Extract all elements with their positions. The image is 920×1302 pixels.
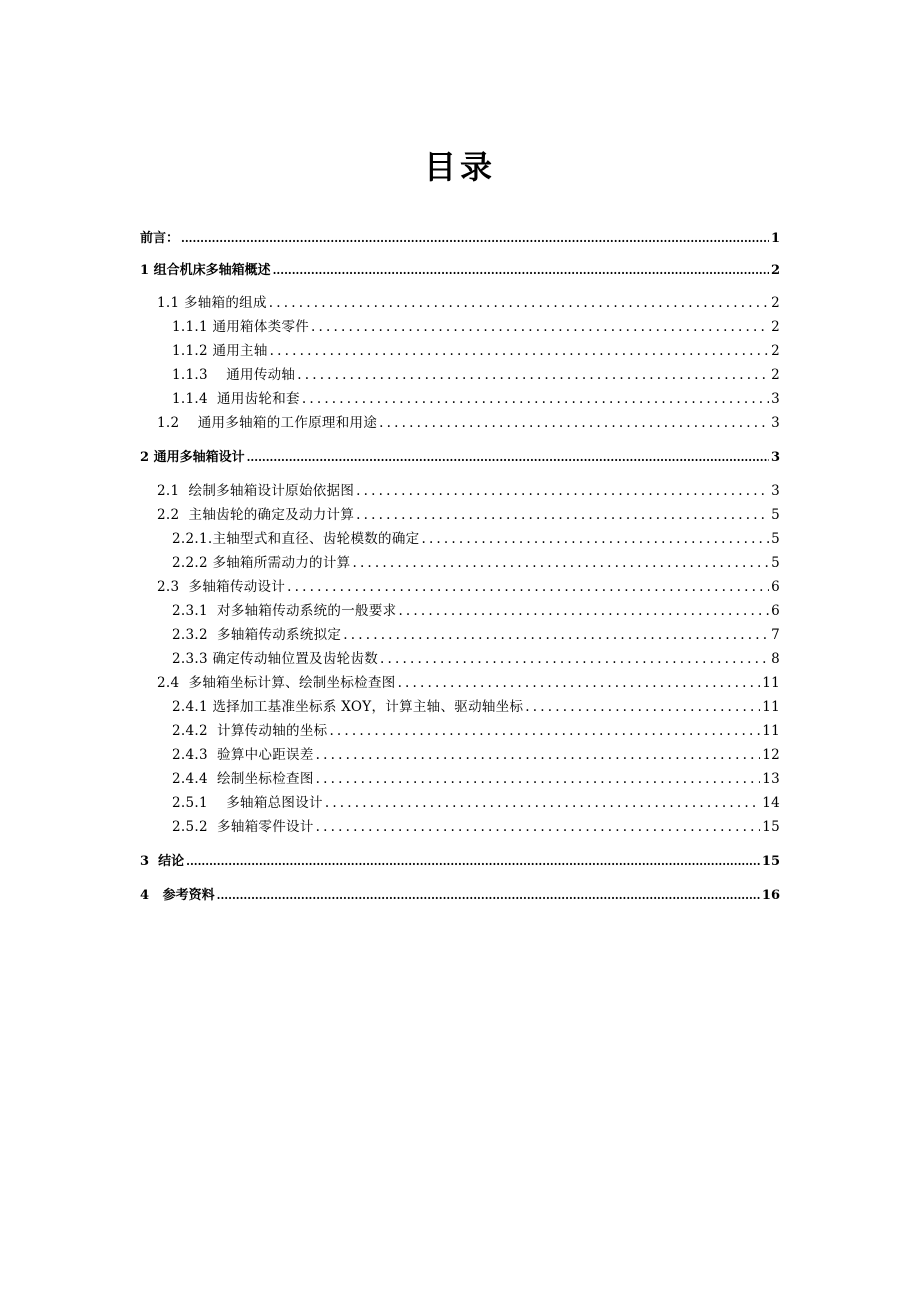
toc-entry-label: 2.3.3 确定传动轴位置及齿轮齿数 [172,651,379,667]
toc-entry-label: 1.1.1 通用箱体类零件 [172,319,310,335]
toc-entry[interactable] [172,815,780,835]
toc-leader [311,319,769,335]
toc-entry-label: 2.3.2 多轴箱传动系统拟定 [172,627,342,643]
toc-leader [316,771,761,787]
toc-entry-label: 1.1.3 通用传动轴 [172,367,296,383]
toc-leader [297,367,769,383]
toc-entry[interactable] [172,647,780,667]
toc-leader [421,531,769,547]
toc-entry[interactable] [172,339,780,359]
toc-entry-page: 6 [771,579,780,595]
toc-leader [269,295,769,311]
toc-entry[interactable] [157,671,780,691]
toc-entry[interactable] [172,791,780,811]
toc-entry-page: 3 [771,415,780,431]
toc-leader [316,747,761,763]
toc-entry-page: 7 [771,627,780,643]
toc-entry[interactable] [172,719,780,739]
toc-entry-page: 2 [770,263,780,278]
toc-entry-page: 2 [771,343,780,359]
toc-entry[interactable] [172,315,780,335]
toc-entry-label: 4 参考资料 [140,888,215,903]
toc-entry-page: 14 [762,795,780,811]
toc-entry[interactable] [172,695,780,715]
toc-entry-page: 11 [762,699,780,715]
toc-entry-label: 前言： [140,231,180,246]
toc-entry-label: 1 组合机床多轴箱概述 [140,263,271,278]
toc-entry[interactable] [140,446,780,465]
toc-entry[interactable] [172,599,780,619]
toc-entry[interactable] [157,575,780,595]
toc-entry[interactable] [172,623,780,643]
toc-leader [287,579,769,595]
toc-leader [379,415,769,431]
toc-entry-page: 3 [771,391,780,407]
toc-entry-label: 1.1.2 通用主轴 [172,343,268,359]
toc-entry-page: 1 [770,231,780,246]
toc-entry-page: 15 [762,819,780,835]
toc-leader [273,264,769,277]
toc-entry-label: 2.3.1 对多轴箱传动系统的一般要求 [172,603,397,619]
toc-entry-label: 2.1 绘制多轴箱设计原始依据图 [157,483,355,499]
toc-entry-label: 2 通用多轴箱设计 [140,450,245,465]
toc-leader [325,795,760,811]
toc-leader [356,483,769,499]
toc-leader [525,699,760,715]
toc-entry[interactable] [157,503,780,523]
toc-entry[interactable] [157,291,780,311]
toc-entry-page: 2 [771,367,780,383]
toc-entry[interactable] [140,850,780,869]
toc-entry-page: 15 [761,854,780,869]
toc-entry-page: 5 [771,507,780,523]
toc-leader [398,675,761,691]
toc-entry[interactable] [157,411,780,431]
toc-leader [186,855,760,868]
toc-entry-label: 2.5.2 多轴箱零件设计 [172,819,314,835]
toc-entry-page: 11 [762,675,780,691]
toc-leader [352,555,769,571]
toc-entry[interactable] [172,551,780,571]
toc-entry-label: 1.1 多轴箱的组成 [157,295,267,311]
toc-entry[interactable] [172,363,780,383]
toc-entry-page: 2 [771,295,780,311]
toc-entry-page: 6 [771,603,780,619]
toc-entry[interactable] [140,259,780,278]
toc-leader [343,627,769,643]
toc-entry-page: 11 [762,723,780,739]
toc-leader [217,889,760,902]
toc-entry-label: 2.4.3 验算中心距误差 [172,747,314,763]
toc-entry[interactable] [172,767,780,787]
toc-entry-label: 2.2 主轴齿轮的确定及动力计算 [157,507,355,523]
toc-entry-label: 2.2.2 多轴箱所需动力的计算 [172,555,351,571]
toc-entry-label: 2.4.1 选择加工基准坐标系 XOY，计算主轴、驱动轴坐标 [172,699,524,715]
toc-entry-label: 2.4 多轴箱坐标计算、绘制坐标检查图 [157,675,396,691]
toc-entry[interactable] [172,387,780,407]
toc-entry-label: 3 结论 [140,854,185,869]
toc-entry-page: 3 [770,450,780,465]
toc-leader [247,451,769,464]
toc-entry-page: 3 [771,483,780,499]
toc-entry-label: 2.4.2 计算传动轴的坐标 [172,723,328,739]
toc-entry[interactable] [140,884,780,903]
toc-entry[interactable] [157,479,780,499]
toc-entry-label: 2.2.1.主轴型式和直径、齿轮模数的确定 [172,531,420,547]
toc-entry-label: 1.2 通用多轴箱的工作原理和用途 [157,415,378,431]
toc-entry[interactable] [140,227,780,246]
toc-leader [270,343,769,359]
toc-leader [380,651,769,667]
toc-entry-page: 12 [762,747,780,763]
toc-entry-page: 8 [771,651,780,667]
toc-entry-label: 2.5.1 多轴箱总图设计 [172,795,323,811]
toc-leader [329,723,760,739]
toc-leader [356,507,769,523]
toc-entry-page: 5 [771,531,780,547]
toc-entry-page: 13 [762,771,780,787]
toc-entry[interactable] [172,527,780,547]
toc-entry[interactable] [172,743,780,763]
toc-leader [316,819,761,835]
toc-entry-label: 2.4.4 绘制坐标检查图 [172,771,314,787]
toc-leader [181,232,769,245]
toc-entry-label: 2.3 多轴箱传动设计 [157,579,286,595]
toc-entry-page: 16 [761,888,780,903]
toc-leader [398,603,769,619]
toc-leader [302,391,769,407]
toc-entry-page: 2 [771,319,780,335]
toc-entry-page: 5 [771,555,780,571]
toc-entry-label: 1.1.4 通用齿轮和套 [172,391,300,407]
page-title: 目录 [423,148,496,186]
